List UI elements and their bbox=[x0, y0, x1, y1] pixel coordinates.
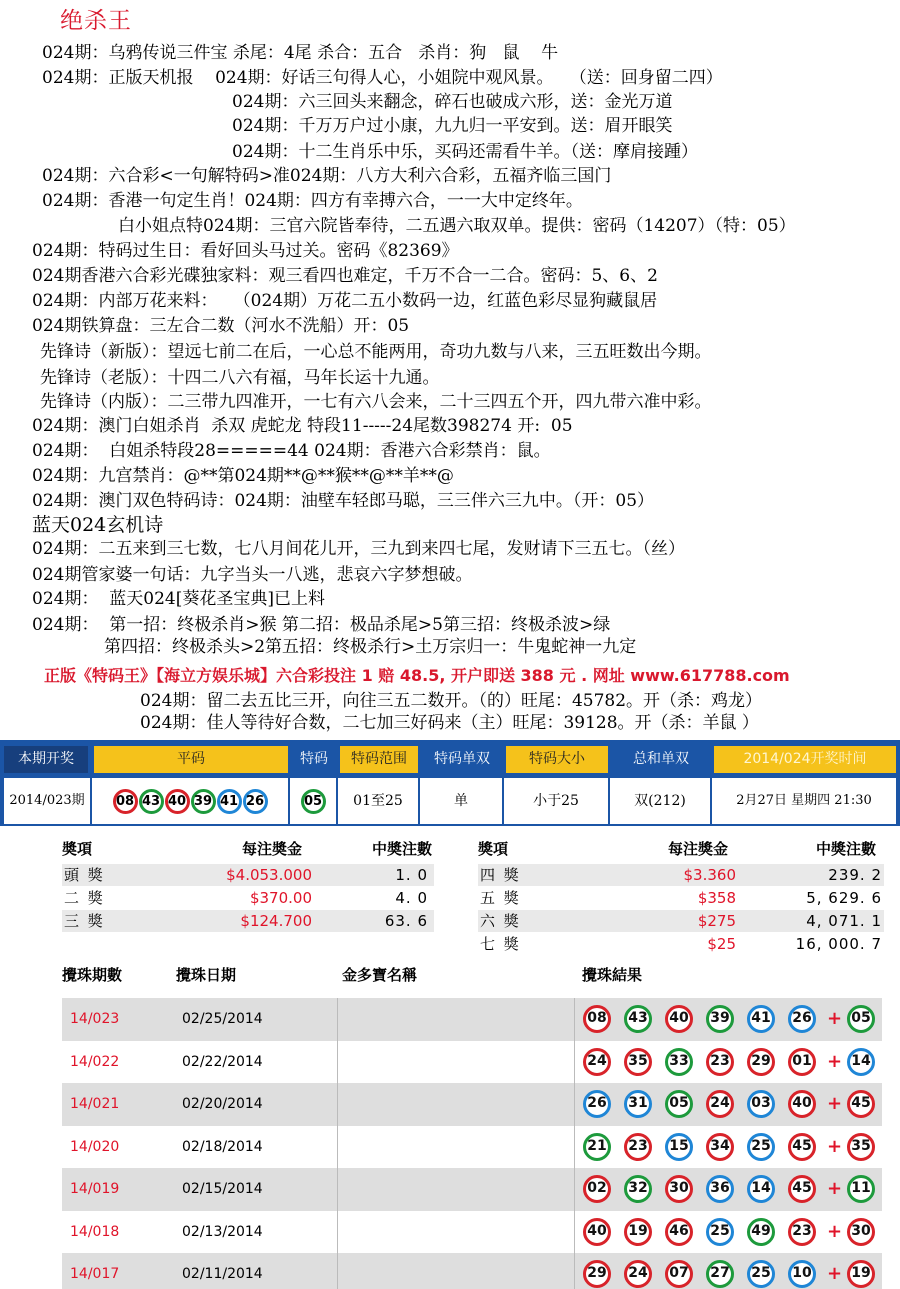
header-special-number: 特码 bbox=[292, 746, 336, 773]
prediction-line: 先锋诗（老版）：十四二八六有福，马年长运十九通。 bbox=[40, 368, 440, 388]
result-date: 02/25/2014 bbox=[182, 1011, 263, 1027]
sum-odd-even: 双(212) bbox=[610, 778, 712, 824]
prize-header-name: 奬項 bbox=[62, 840, 93, 858]
number-ball: 23 bbox=[706, 1048, 734, 1076]
header-special-range: 特码范围 bbox=[340, 746, 418, 773]
prediction-line: 024期：十二生肖乐中乐，买码还需看牛羊。（送：摩肩接踵） bbox=[232, 142, 698, 162]
result-row bbox=[62, 1126, 882, 1169]
result-period: 14/022 bbox=[70, 1053, 120, 1070]
number-ball: 49 bbox=[747, 1218, 775, 1246]
header-next-draw-time: 2014/024开奖时间 bbox=[714, 746, 896, 773]
results-header-period: 攪珠期數 bbox=[62, 966, 123, 984]
prize-name: 四 獎 bbox=[480, 866, 521, 884]
result-name-cell bbox=[337, 1126, 575, 1169]
prize-table-left bbox=[62, 836, 434, 932]
prediction-line: 024期： 白姐杀特段28=====44 024期：香港六合彩禁肖：鼠。 bbox=[32, 441, 551, 461]
result-name-cell bbox=[337, 998, 575, 1041]
number-ball: 31 bbox=[624, 1090, 652, 1118]
prediction-line: 024期：内部万花来料： （024期）万花二五小数码一边，红蓝色彩尽显狗藏鼠居 bbox=[32, 291, 658, 311]
draw-table-header bbox=[2, 742, 898, 776]
prize-row bbox=[62, 910, 434, 932]
prize-name: 六 獎 bbox=[480, 912, 521, 930]
prediction-line: 024期：香港一句定生肖！024期：四方有幸搏六合，一一大中定终年。 bbox=[42, 191, 583, 211]
number-ball: 45 bbox=[788, 1175, 816, 1203]
result-date: 02/20/2014 bbox=[182, 1096, 263, 1112]
special-ball: 14 bbox=[847, 1048, 875, 1076]
number-ball: 01 bbox=[788, 1048, 816, 1076]
plus-sign: + bbox=[827, 1178, 843, 1199]
prize-amount: $25 bbox=[707, 935, 736, 953]
result-period: 14/023 bbox=[70, 1011, 120, 1027]
number-ball: 40 bbox=[665, 1005, 693, 1033]
result-date: 02/11/2014 bbox=[182, 1266, 263, 1282]
number-ball: 32 bbox=[624, 1175, 652, 1203]
number-ball: 08 bbox=[113, 789, 138, 814]
number-ball: 25 bbox=[747, 1133, 775, 1161]
number-ball: 08 bbox=[583, 1005, 611, 1033]
number-ball: 40 bbox=[583, 1218, 611, 1246]
results-header-result: 攪珠結果 bbox=[582, 966, 643, 984]
result-balls bbox=[579, 1168, 879, 1211]
number-ball: 25 bbox=[706, 1218, 734, 1246]
plus-sign: + bbox=[827, 1050, 843, 1072]
number-ball: 29 bbox=[583, 1260, 611, 1288]
prize-header-amount: 每注奬金 bbox=[242, 840, 303, 858]
number-ball: 24 bbox=[583, 1048, 611, 1076]
special-size: 小于25 bbox=[504, 778, 610, 824]
number-ball: 30 bbox=[665, 1175, 693, 1203]
draw-table-data bbox=[4, 778, 896, 824]
special-ball: 35 bbox=[847, 1133, 875, 1161]
number-ball: 43 bbox=[139, 789, 164, 814]
result-date: 02/13/2014 bbox=[182, 1223, 263, 1240]
result-date: 02/22/2014 bbox=[182, 1053, 263, 1070]
result-period: 14/017 bbox=[70, 1266, 120, 1282]
result-row bbox=[62, 1211, 882, 1254]
prize-amount: $275 bbox=[697, 912, 736, 930]
results-header-date: 攪珠日期 bbox=[176, 966, 237, 984]
prediction-line: 024期铁算盘：三左合二数（河水不洗船）开：05 bbox=[32, 316, 410, 336]
prize-name: 七 獎 bbox=[480, 935, 521, 953]
number-ball: 24 bbox=[624, 1260, 652, 1288]
header-special-size: 特码大小 bbox=[506, 746, 608, 773]
result-row bbox=[62, 1083, 882, 1126]
prize-count: 239. 2 bbox=[828, 866, 882, 884]
prediction-line: 024期：六三回头来翻念，碎石也破成六形，送：金光万道 bbox=[232, 92, 673, 112]
number-ball: 39 bbox=[191, 789, 216, 814]
result-balls bbox=[579, 1211, 879, 1254]
prize-amount: $358 bbox=[697, 889, 736, 907]
prize-name: 二 獎 bbox=[64, 889, 105, 907]
prize-name: 頭 獎 bbox=[64, 866, 105, 884]
plus-sign: + bbox=[827, 1220, 843, 1242]
prediction-line: 第四招：终极杀头>2第五招：终极杀行>土万宗归一：牛鬼蛇神一九定 bbox=[104, 637, 637, 657]
prize-amount: $3.360 bbox=[683, 866, 736, 884]
prize-count: 5, 629. 6 bbox=[806, 889, 882, 907]
prediction-line: 024期香港六合彩光碟独家料：观三看四也难定，千万不合一二合。密码：5、6、2 bbox=[32, 266, 658, 286]
number-ball: 41 bbox=[217, 789, 242, 814]
prediction-line: 024期：二五来到三七数，七八月间花儿开，三九到来四七尾，发财请下三五七。（丝） bbox=[32, 539, 685, 559]
number-ball: 39 bbox=[706, 1005, 734, 1033]
number-ball: 34 bbox=[706, 1133, 734, 1161]
prize-header-name: 獎項 bbox=[478, 840, 509, 858]
special-ball: 19 bbox=[847, 1260, 875, 1288]
header-sum-odd-even: 总和单双 bbox=[612, 746, 710, 773]
special-number bbox=[290, 778, 338, 824]
number-ball: 21 bbox=[583, 1133, 611, 1161]
number-ball: 45 bbox=[788, 1133, 816, 1161]
prediction-line: 024期： 第一招：终极杀肖>猴 第二招：极品杀尾>5第三招：终极杀波>绿 bbox=[32, 615, 611, 635]
plus-sign: + bbox=[827, 1008, 843, 1029]
number-ball: 36 bbox=[706, 1175, 734, 1203]
prize-header-amount: 每注獎金 bbox=[668, 840, 729, 858]
result-balls bbox=[579, 1253, 879, 1289]
number-ball: 26 bbox=[788, 1005, 816, 1033]
header-regular-numbers: 平码 bbox=[94, 746, 288, 773]
number-ball: 40 bbox=[788, 1090, 816, 1118]
number-ball: 14 bbox=[747, 1175, 775, 1203]
result-balls bbox=[579, 998, 879, 1041]
result-name-cell bbox=[337, 1041, 575, 1084]
result-period: 14/019 bbox=[70, 1181, 120, 1197]
plus-sign: + bbox=[827, 1263, 843, 1284]
current-draw-table bbox=[0, 740, 900, 826]
prediction-line: 024期：澳门双色特码诗：024期：油壁车轻郎马聪，三三伴六三九中。（开：05） bbox=[32, 491, 655, 511]
prize-row bbox=[478, 933, 884, 955]
prediction-line: 024期： 蓝天024[葵花圣宝典]已上料 bbox=[32, 589, 325, 609]
result-period: 14/021 bbox=[70, 1096, 120, 1112]
prediction-line: 024期：佳人等待好合数，二七加三好码来（主）旺尾：39128。开（杀：羊鼠 ） bbox=[140, 713, 759, 733]
prize-count: 4, 071. 1 bbox=[806, 912, 882, 930]
special-ball: 45 bbox=[847, 1090, 875, 1118]
prediction-line: 024期管家婆一句话：九字当头一八逃，悲哀六字梦想破。 bbox=[32, 565, 473, 585]
next-draw-time: 2月27日 星期四 21:30 bbox=[736, 793, 872, 808]
number-ball: 15 bbox=[665, 1133, 693, 1161]
number-ball: 41 bbox=[747, 1005, 775, 1033]
special-odd-even: 单 bbox=[420, 778, 504, 824]
result-row bbox=[62, 1253, 882, 1289]
number-ball: 25 bbox=[747, 1260, 775, 1288]
prize-row bbox=[478, 887, 884, 909]
number-ball: 40 bbox=[165, 789, 190, 814]
number-ball: 05 bbox=[665, 1090, 693, 1118]
prediction-line: 先锋诗（新版）：望远七前二在后，一心总不能两用，奇功九数与八来，三五旺数出今期。 bbox=[40, 342, 712, 362]
result-balls bbox=[579, 1041, 879, 1084]
result-name-cell bbox=[337, 1083, 575, 1126]
prediction-line: 024期：留二去五比三开，向往三五二数开。（的）旺尾：45782。开（杀：鸡龙） bbox=[140, 691, 763, 711]
prize-count: 4. 0 bbox=[395, 889, 428, 907]
prediction-line: 白小姐点特024期：三官六院皆奉待，二五遇六取双单。提供：密码（14207）（特：05） bbox=[118, 216, 796, 236]
special-range: 01至25 bbox=[338, 778, 420, 824]
prediction-line: 024期：乌鸦传说三件宝 杀尾：4尾 杀合：五合 杀肖：狗 鼠 牛 bbox=[42, 43, 559, 63]
number-ball: 10 bbox=[788, 1260, 816, 1288]
prize-count: 63. 6 bbox=[384, 912, 428, 930]
prize-count: 1. 0 bbox=[395, 866, 428, 884]
number-ball: 02 bbox=[583, 1175, 611, 1203]
result-date: 02/18/2014 bbox=[182, 1138, 263, 1155]
prize-amount: $124.700 bbox=[240, 912, 312, 930]
results-table-header bbox=[62, 964, 882, 996]
prediction-line: 024期：千万万户过小康，九九归一平安到。送：眉开眼笑 bbox=[232, 116, 673, 136]
result-period: 14/018 bbox=[70, 1223, 120, 1240]
result-balls bbox=[579, 1083, 879, 1126]
draw-period: 2014/023期 bbox=[4, 778, 92, 824]
prize-count: 16, 000. 7 bbox=[795, 935, 882, 953]
result-row bbox=[62, 998, 882, 1041]
prediction-line: 正版《特码王》【海立方娱乐城】六合彩投注 1 赔 48.5, 开户即送 388 元 . 网址 www.617788.com bbox=[44, 666, 790, 685]
result-name-cell bbox=[337, 1211, 575, 1254]
special-ball: 05 bbox=[301, 789, 326, 814]
number-ball: 26 bbox=[583, 1090, 611, 1118]
prize-name: 五 獎 bbox=[480, 889, 521, 907]
plus-sign: + bbox=[827, 1093, 843, 1114]
result-name-cell bbox=[337, 1168, 575, 1211]
prize-row bbox=[62, 864, 434, 886]
result-row bbox=[62, 1041, 882, 1084]
plus-sign: + bbox=[827, 1135, 843, 1157]
prize-name: 三 獎 bbox=[64, 912, 105, 930]
number-ball: 26 bbox=[243, 789, 268, 814]
header-current-draw: 本期开奖 bbox=[4, 746, 88, 773]
prediction-line: 蓝天024玄机诗 bbox=[32, 514, 164, 536]
regular-numbers bbox=[92, 778, 290, 824]
number-ball: 19 bbox=[624, 1218, 652, 1246]
special-ball: 11 bbox=[847, 1175, 875, 1203]
prediction-line: 先锋诗（内版）：二三带九四准开，一七有六八会来，二十三四五个开，四九带六准中彩。 bbox=[40, 392, 712, 412]
prediction-line: 024期：九宫禁肖：@**第024期**@**猴**@**羊**@ bbox=[32, 466, 454, 486]
number-ball: 23 bbox=[788, 1218, 816, 1246]
prize-amount: $4.053.000 bbox=[226, 866, 312, 884]
prize-table-right bbox=[478, 836, 884, 956]
prediction-line: 024期：特码过生日：看好回头马过关。密码《82369》 bbox=[32, 241, 459, 261]
prize-header-count: 中獎注數 bbox=[816, 840, 877, 858]
number-ball: 07 bbox=[665, 1260, 693, 1288]
result-row bbox=[62, 1168, 882, 1211]
prize-row bbox=[478, 910, 884, 932]
special-ball: 30 bbox=[847, 1218, 875, 1246]
number-ball: 33 bbox=[665, 1048, 693, 1076]
result-name-cell bbox=[337, 1253, 575, 1289]
number-ball: 03 bbox=[747, 1090, 775, 1118]
number-ball: 29 bbox=[747, 1048, 775, 1076]
results-header-name: 金多寶名稱 bbox=[342, 966, 418, 984]
result-date: 02/15/2014 bbox=[182, 1181, 263, 1197]
number-ball: 46 bbox=[665, 1218, 693, 1246]
result-balls bbox=[579, 1126, 879, 1169]
number-ball: 23 bbox=[624, 1133, 652, 1161]
prediction-line: 024期：正版天机报 024期：好话三句得人心，小姐院中观风景。 （送：回身留二四） bbox=[42, 68, 723, 88]
page-title: 绝杀王 bbox=[60, 8, 132, 34]
number-ball: 35 bbox=[624, 1048, 652, 1076]
header-special-odd-even: 特码单双 bbox=[422, 746, 502, 773]
prize-amount: $370.00 bbox=[249, 889, 312, 907]
prize-row bbox=[62, 887, 434, 909]
prize-header-count: 中奬注數 bbox=[372, 840, 433, 858]
number-ball: 43 bbox=[624, 1005, 652, 1033]
prediction-line: 024期：澳门白姐杀肖 杀双 虎蛇龙 特段11-----24尾数398274 开: 05 bbox=[32, 416, 573, 436]
number-ball: 27 bbox=[706, 1260, 734, 1288]
number-ball: 24 bbox=[706, 1090, 734, 1118]
result-period: 14/020 bbox=[70, 1138, 120, 1155]
prediction-line: 024期：六合彩<一句解特码>准024期：八方大利六合彩，五福齐临三国门 bbox=[42, 166, 612, 186]
special-ball: 05 bbox=[847, 1005, 875, 1033]
prize-row bbox=[478, 864, 884, 886]
